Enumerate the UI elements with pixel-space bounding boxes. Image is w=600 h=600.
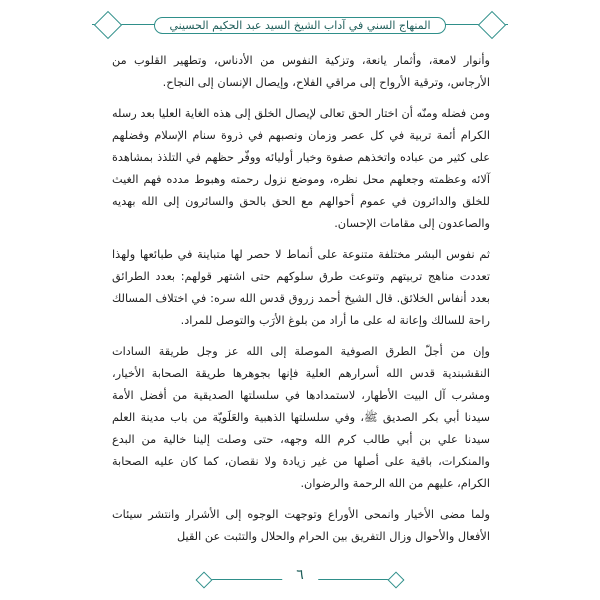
page-footer [196, 564, 404, 594]
header-ornament-right [478, 11, 506, 39]
running-header [92, 8, 508, 42]
page-body [112, 50, 490, 557]
paragraph-1: وأنوار لامعة، وأثمار يانعة، وتزكية النفوس من الأدناس، وتطهير القلوب من الأرجاس، وترقية الأرواح إلى مراقي الفلاح، وإيصال الإنسان إلى النجاح. [112, 54, 490, 89]
paragraph-5: ولما مضى الأخيار وانمحى الأوراع وتوجهت الوجوه إلى الأشرار وانتشر سيئات الأفعال والأحوال وزال التفريق بين الحرام والحلال والتثبت عن القيل [112, 508, 490, 543]
footer-ornament-left [196, 572, 213, 589]
paragraph-2: ومن فضله ومنّه أن اختار الحق تعالى لإيصال الخلق إلى هذه الغاية العليا بعد رسله الكرام أئمة تربية في كل عصر وزمان ونصبهم في ذروة سنام الإسلام وفضلهم على كثير من عباده واتخذهم صفوة وخيار أوليائه ووفّر حظهم في التلذذ بمشاهدة آلائه وعظمته وجعلهم محل نظره، وموضع نزول رحمته وهبوط مدده فهم الغيث للخلق والدائرون في عموم أحوالهم مع الحق بالحق والسائرون إلى الله بهديه والصاعدون إلى مقامات الإحسان. [112, 107, 490, 230]
footer-ornament-right [388, 572, 405, 589]
page-number: ٦ [282, 567, 318, 583]
paragraph-3: ثم نفوس البشر مختلفة متنوعة على أنماط لا حصر لها متباينة في طبائعها ولهذا تعددت مناهج تربيتهم وتنوعت طرق سلوكهم حتى اشتهر قولهم: بعدد الطرائق بعدد أنفاس الخلائق. قال الشيخ أحمد زروق قدس الله سره: في اختلاف المسالك راحة للسالك وإعانة له على ما أراد من بلوغ الأرَب والتوصل للمراد. [112, 248, 490, 327]
header-ornament-left [94, 11, 122, 39]
paragraph-4: وإن من أجلّ الطرق الصوفية الموصلة إلى الله عز وجل طريقة السادات النقشبندية قدس الله أسرارهم العلية فإنها بجوهرها طريقة الصحابة الأخيار، ومشرب آل البيت الأطهار، لاستمدادها في سلسلتها الصديقية من أفضل الأمة سيدنا أبي بكر الصديق ﷺ، وفي سلسلتها الذهبية والعَلَويّة من باب مدينة العلم سيدنا علي بن أبي طالب كرم الله وجهه، حتى وصلت إلينا خالية من البدع والمنكرات، باقية على أصلها من غير زيادة ولا نقصان، كما كان عليه الصحابة الكرام، عليهم من الله الرحمة والرضوان. [112, 345, 490, 490]
book-title: المنهاج السني في آداب الشيخ السيد عبد الحكيم الحسيني [154, 17, 445, 34]
